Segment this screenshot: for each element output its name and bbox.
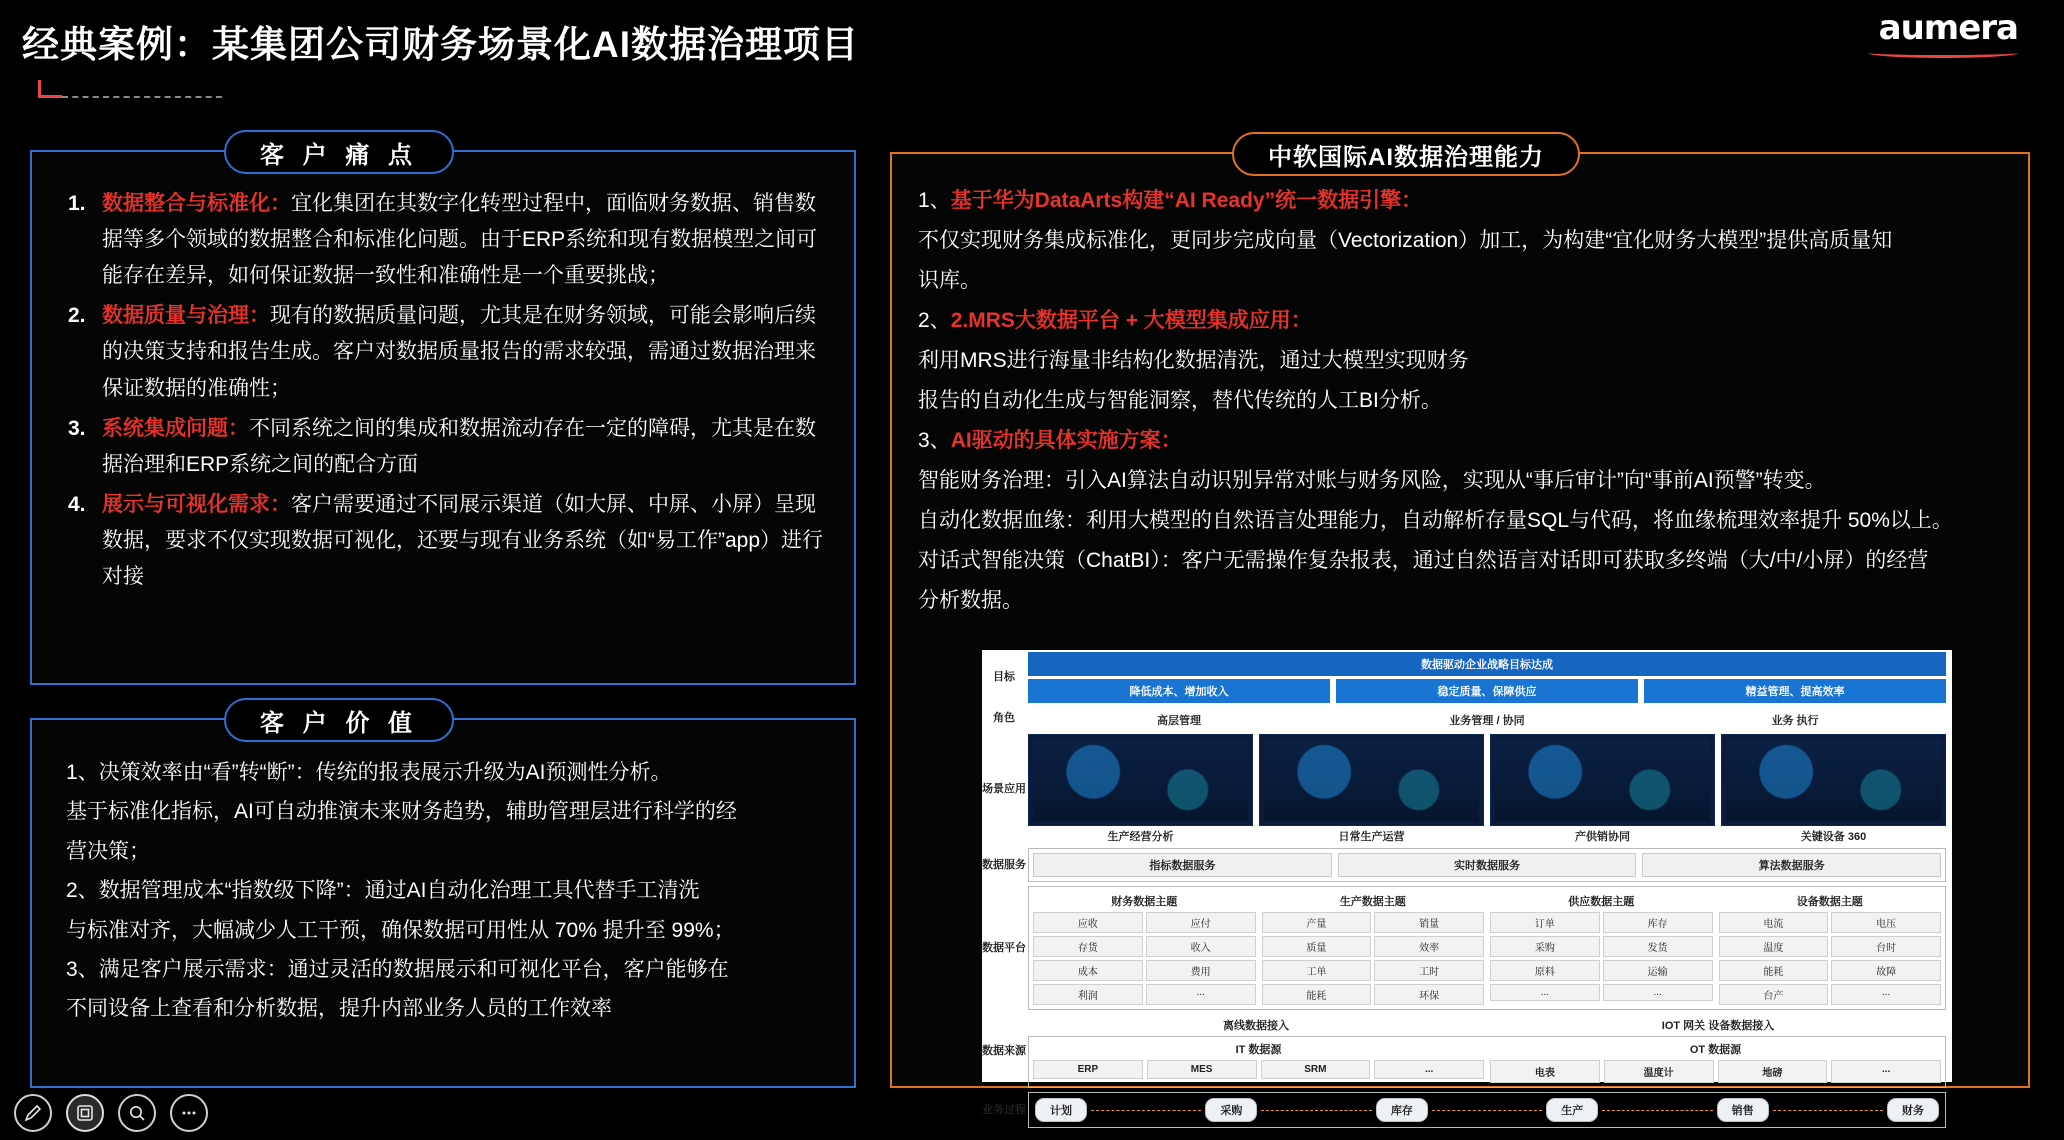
customer-pain-list [32,152,854,595]
platform-cell: 收入 [1146,936,1256,957]
platform-cell: 订单 [1490,912,1600,933]
list-item-number: 1. [68,192,86,215]
architecture-diagram [982,650,1952,1117]
scene-caption: 关键设备 360 [1800,831,1867,843]
architecture-row-label: 场景应用 [982,782,1026,795]
capability-index: 1、 [918,189,951,212]
list-item [68,411,824,483]
source-group-title: IT 数据源 [1235,1044,1282,1056]
source-cell: 地磅 [1718,1060,1828,1083]
scene-screenshot [1721,734,1946,826]
architecture-row-data-platform [982,884,1952,1012]
platform-group [1033,891,1256,1005]
scene-screenshot [1259,734,1484,826]
architecture-ingest-bar [1028,1017,1946,1033]
customer-value-panel [30,709,856,1088]
architecture-row-label: 数据服务 [982,858,1026,871]
platform-group-grid [1033,912,1256,1005]
list-item-text [102,487,824,595]
source-group-title: OT 数据源 [1689,1044,1742,1056]
architecture-row-label: 数据平台 [982,941,1026,954]
capability-line: 报告的自动化生成与智能洞察，替代传统的人工BI分析。 [918,389,1442,413]
scene-caption: 生产经营分析 [1107,831,1174,843]
brand-logo-swoosh [1868,48,2018,58]
process-step: 库存 [1376,1098,1428,1122]
list-item [68,487,824,595]
architecture-source-bar [1028,1036,1946,1088]
architecture-service-bar [1028,848,1946,882]
source-cell: ... [1374,1060,1484,1079]
architecture-row-label: 角色 [993,712,1015,725]
list-item-number: 3. [68,416,86,440]
list-item-text [102,411,824,483]
list-item-number: 2. [68,304,86,328]
process-connector [1602,1110,1712,1111]
platform-cell: ... [1603,984,1713,1001]
source-cell: SRM [1261,1060,1371,1079]
architecture-scene-content [1026,732,1952,846]
platform-cell: 存货 [1033,936,1143,957]
platform-cell: 产量 [1262,912,1372,933]
architecture-row-label: 业务过程 [982,1103,1026,1116]
platform-group-title: 供应数据主题 [1568,896,1635,908]
platform-cell: 运输 [1603,960,1713,981]
customer-pain-tab-label: 客 户 痛 点 [260,141,419,169]
goal-cell: 稳定质量、保障供应 [1336,679,1638,703]
bottom-toolbar[interactable] [14,1094,208,1132]
architecture-scene-bar [1028,734,1946,826]
process-step: 采购 [1205,1098,1257,1122]
process-connector [1261,1110,1371,1111]
list-item-body: 现有的数据质量问题，尤其是在财务领域，可能会影响后续的决策支持和报告生成。客户对数据质量报告的需求较强，需通过数据治理来保证数据的准确性； [102,304,816,400]
platform-cell: 工时 [1374,960,1484,981]
architecture-goal-content [1026,650,1952,705]
architecture-row-goal [982,650,1952,705]
platform-cell: 利润 [1033,984,1143,1005]
process-step: 计划 [1035,1098,1087,1122]
platform-cell: 台产 [1719,984,1829,1005]
architecture-goal-bar [1028,679,1946,703]
list-item-text [102,186,824,294]
platform-cell: 库存 [1603,912,1713,933]
list-item-keyword: 数据质量与治理： [102,304,270,328]
architecture-row-scene [982,732,1952,846]
capability-heading-text: 2.MRS大数据平台 + 大模型集成应用： [950,309,1312,333]
platform-group [1490,891,1713,1005]
customer-value-body [32,720,854,1028]
list-item-body: 客户需要通过不同展示渠道（如大屏、中屏、小屏）呈现数据，要求不仅实现数据可视化，还要与现有业务系统（如“易工作”app）进行对接 [102,492,824,589]
platform-group [1262,891,1485,1005]
value-line: 不同设备上查看和分析数据，提升内部业务人员的工作效率 [66,997,612,1021]
process-step: 财务 [1887,1098,1939,1122]
scene-thumbnail [1726,739,1941,821]
platform-cell: ... [1146,984,1256,1005]
architecture-role-bar [1028,710,1946,730]
architecture-process-bar [1028,1092,1946,1128]
architecture-row-role [982,705,1952,732]
layers-icon[interactable] [66,1094,104,1132]
architecture-source-content [1026,1012,1952,1090]
platform-cell: 销量 [1374,912,1484,933]
list-item-body: 不同系统之间的集成和数据流动存在一定的障碍，尤其是在数据治理和ERP系统之间的配合方面 [102,416,816,476]
source-cell: ERP [1033,1060,1143,1079]
list-item [68,186,824,294]
scene-screenshot [1028,734,1253,826]
brand-logo [1879,8,2018,48]
capability-index: 2、 [918,309,951,333]
platform-cell: 温度 [1719,936,1829,957]
source-cell: 电表 [1490,1060,1600,1083]
list-item [68,298,824,406]
service-cell: 算法数据服务 [1642,853,1941,877]
process-step: 销售 [1717,1098,1769,1122]
role-cell: 业务管理 / 协同 [1449,715,1525,727]
platform-cell: 电流 [1719,912,1829,933]
platform-cell: 效率 [1374,936,1484,957]
scene-caption: 产供销协同 [1575,831,1630,843]
architecture-row-data-service [982,846,1952,884]
list-item-text [102,298,824,406]
architecture-top-banner: 数据驱动企业战略目标达成 [1028,652,1946,676]
platform-cell: 能耗 [1262,984,1372,1005]
scene-screenshot [1490,734,1715,826]
source-group [1033,1041,1484,1083]
ai-capability-tab [1232,132,1580,176]
platform-cell: 环保 [1374,984,1484,1005]
capability-heading-text: AI驱动的具体实施方案： [950,429,1182,453]
architecture-platform-content [1026,884,1952,1012]
platform-cell: 应收 [1033,912,1143,933]
architecture-row-label: 数据来源 [982,1044,1026,1057]
value-line: 营决策； [66,839,150,863]
list-item-body: 宜化集团在其数字化转型过程中，面临财务数据、销售数据等多个领域的数据整合和标准化问题。由于ERP系统和现有数据模型之间可能存在差异，如何保证数据一致性和准确性是一个重要挑战； [102,192,818,288]
ingest-label: IOT 网关 设备数据接入 [1661,1020,1775,1032]
architecture-process-content [1026,1090,1952,1130]
source-group-cells [1490,1060,1941,1083]
capability-heading [918,304,2002,338]
platform-group-title: 财务数据主题 [1111,896,1178,908]
platform-cell: 故障 [1831,960,1941,981]
architecture-row-process [982,1090,1952,1130]
platform-cell: 原料 [1490,960,1600,981]
scene-thumbnail [1264,739,1479,821]
platform-cell: ... [1831,984,1941,1005]
ai-capability-tab-label: 中软国际AI数据治理能力 [1268,143,1544,171]
capability-line: 不仅实现财务集成标准化，更同步完成向量（Vectorization）加工，为构建“宜化财务大模型”提供高质量知 [918,229,1893,253]
zoom-icon[interactable] [118,1094,156,1132]
platform-group-grid [1719,912,1942,1005]
scene-thumbnail [1495,739,1710,821]
ai-capability-body [892,154,2028,618]
capability-line: 利用MRS进行海量非结构化数据清洗，通过大模型实现财务 [918,349,1469,373]
scene-thumbnail [1033,739,1248,821]
capability-heading-text: 基于华为DataArts构建“AI Ready”统一数据引擎： [950,189,1423,212]
platform-cell: 质量 [1262,936,1372,957]
architecture-row-label: 目标 [993,671,1015,684]
architecture-platform-bar [1028,886,1946,1010]
value-line: 与标准对齐，大幅减少人工干预，确保数据可用性从 70% 提升至 99%； [66,918,735,942]
list-item-keyword: 展示与可视化需求： [102,492,291,516]
title-dashed-rule [62,96,222,98]
capability-index: 3、 [918,429,951,453]
capability-line: 分析数据。 [918,589,1023,613]
architecture-scene-captions [1028,828,1946,844]
source-cell: ... [1831,1060,1941,1083]
customer-value-tab-label: 客 户 价 值 [260,709,419,737]
source-cell: 温度计 [1604,1060,1714,1083]
platform-group-grid [1490,912,1713,1001]
platform-group [1719,891,1942,1005]
platform-cell: 台时 [1831,936,1941,957]
goal-cell: 精益管理、提高效率 [1644,679,1946,703]
architecture-role-content [1026,705,1952,732]
brand-logo-text: aumera [1878,8,2018,48]
value-line: 2、数据管理成本“指数级下降”：通过AI自动化治理工具代替手工清洗 [66,879,700,903]
source-cell: MES [1147,1060,1257,1079]
platform-cell: 费用 [1146,960,1256,981]
value-line: 3、满足客户展示需求：通过灵活的数据展示和可视化平台，客户能够在 [66,957,729,981]
platform-cell: 成本 [1033,960,1143,981]
value-line: 基于标准化指标，AI可自动推演未来财务趋势，辅助管理层进行科学的经 [66,800,737,824]
service-cell: 指标数据服务 [1033,853,1332,877]
goal-cell: 降低成本、增加收入 [1028,679,1330,703]
customer-pain-panel [30,141,856,685]
source-group-cells [1033,1060,1484,1079]
architecture-service-content [1026,846,1952,884]
ingest-label: 离线数据接入 [1223,1020,1289,1032]
platform-group-grid [1262,912,1485,1005]
platform-cell: 电压 [1831,912,1941,933]
pen-icon[interactable] [14,1094,52,1132]
process-connector [1432,1110,1542,1111]
capability-line: 自动化数据血缘：利用大模型的自然语言处理能力，自动解析存量SQL与代码，将血缘梳理效率提升 50%以上。 [918,509,1953,533]
platform-cell: 应付 [1146,912,1256,933]
page-title: 经典案例：某集团公司财务场景化AI数据治理项目 [22,24,859,65]
role-cell: 高层管理 [1157,715,1201,727]
platform-group-title: 设备数据主题 [1796,896,1863,908]
capability-line: 对话式智能决策（ChatBI）：客户无需操作复杂报表，通过自然语言对话即可获取多终端（大/中/小屏）的经营 [918,549,1929,573]
capability-heading [918,184,2002,218]
title-accent-corner [38,80,62,98]
role-cell: 业务 执行 [1771,715,1819,727]
value-line: 1、决策效率由“看”转“断”：传统的报表展示升级为AI预测性分析。 [66,761,672,784]
more-icon[interactable] [170,1094,208,1132]
scene-caption: 日常生产运营 [1338,831,1405,843]
platform-cell: 工单 [1262,960,1372,981]
capability-heading [918,424,2002,458]
capability-line: 识库。 [918,269,981,293]
process-connector [1773,1110,1883,1111]
process-step: 生产 [1546,1098,1598,1122]
list-item-keyword: 数据整合与标准化： [102,192,291,215]
list-item-keyword: 系统集成问题： [102,416,249,440]
list-item-number: 4. [68,492,86,516]
process-connector [1091,1110,1201,1111]
platform-cell: 发货 [1603,936,1713,957]
platform-cell: 采购 [1490,936,1600,957]
customer-value-tab [224,698,454,742]
architecture-row-data-source [982,1012,1952,1090]
service-cell: 实时数据服务 [1338,853,1637,877]
capability-line: 智能财务治理：引入AI算法自动识别异常对账与财务风险，实现从“事后审计”向“事前AI预警”转变。 [918,469,1826,493]
platform-cell: 能耗 [1719,960,1829,981]
source-group [1490,1041,1941,1083]
platform-cell: ... [1490,984,1600,1001]
customer-pain-tab [224,130,454,174]
platform-group-title: 生产数据主题 [1339,896,1406,908]
